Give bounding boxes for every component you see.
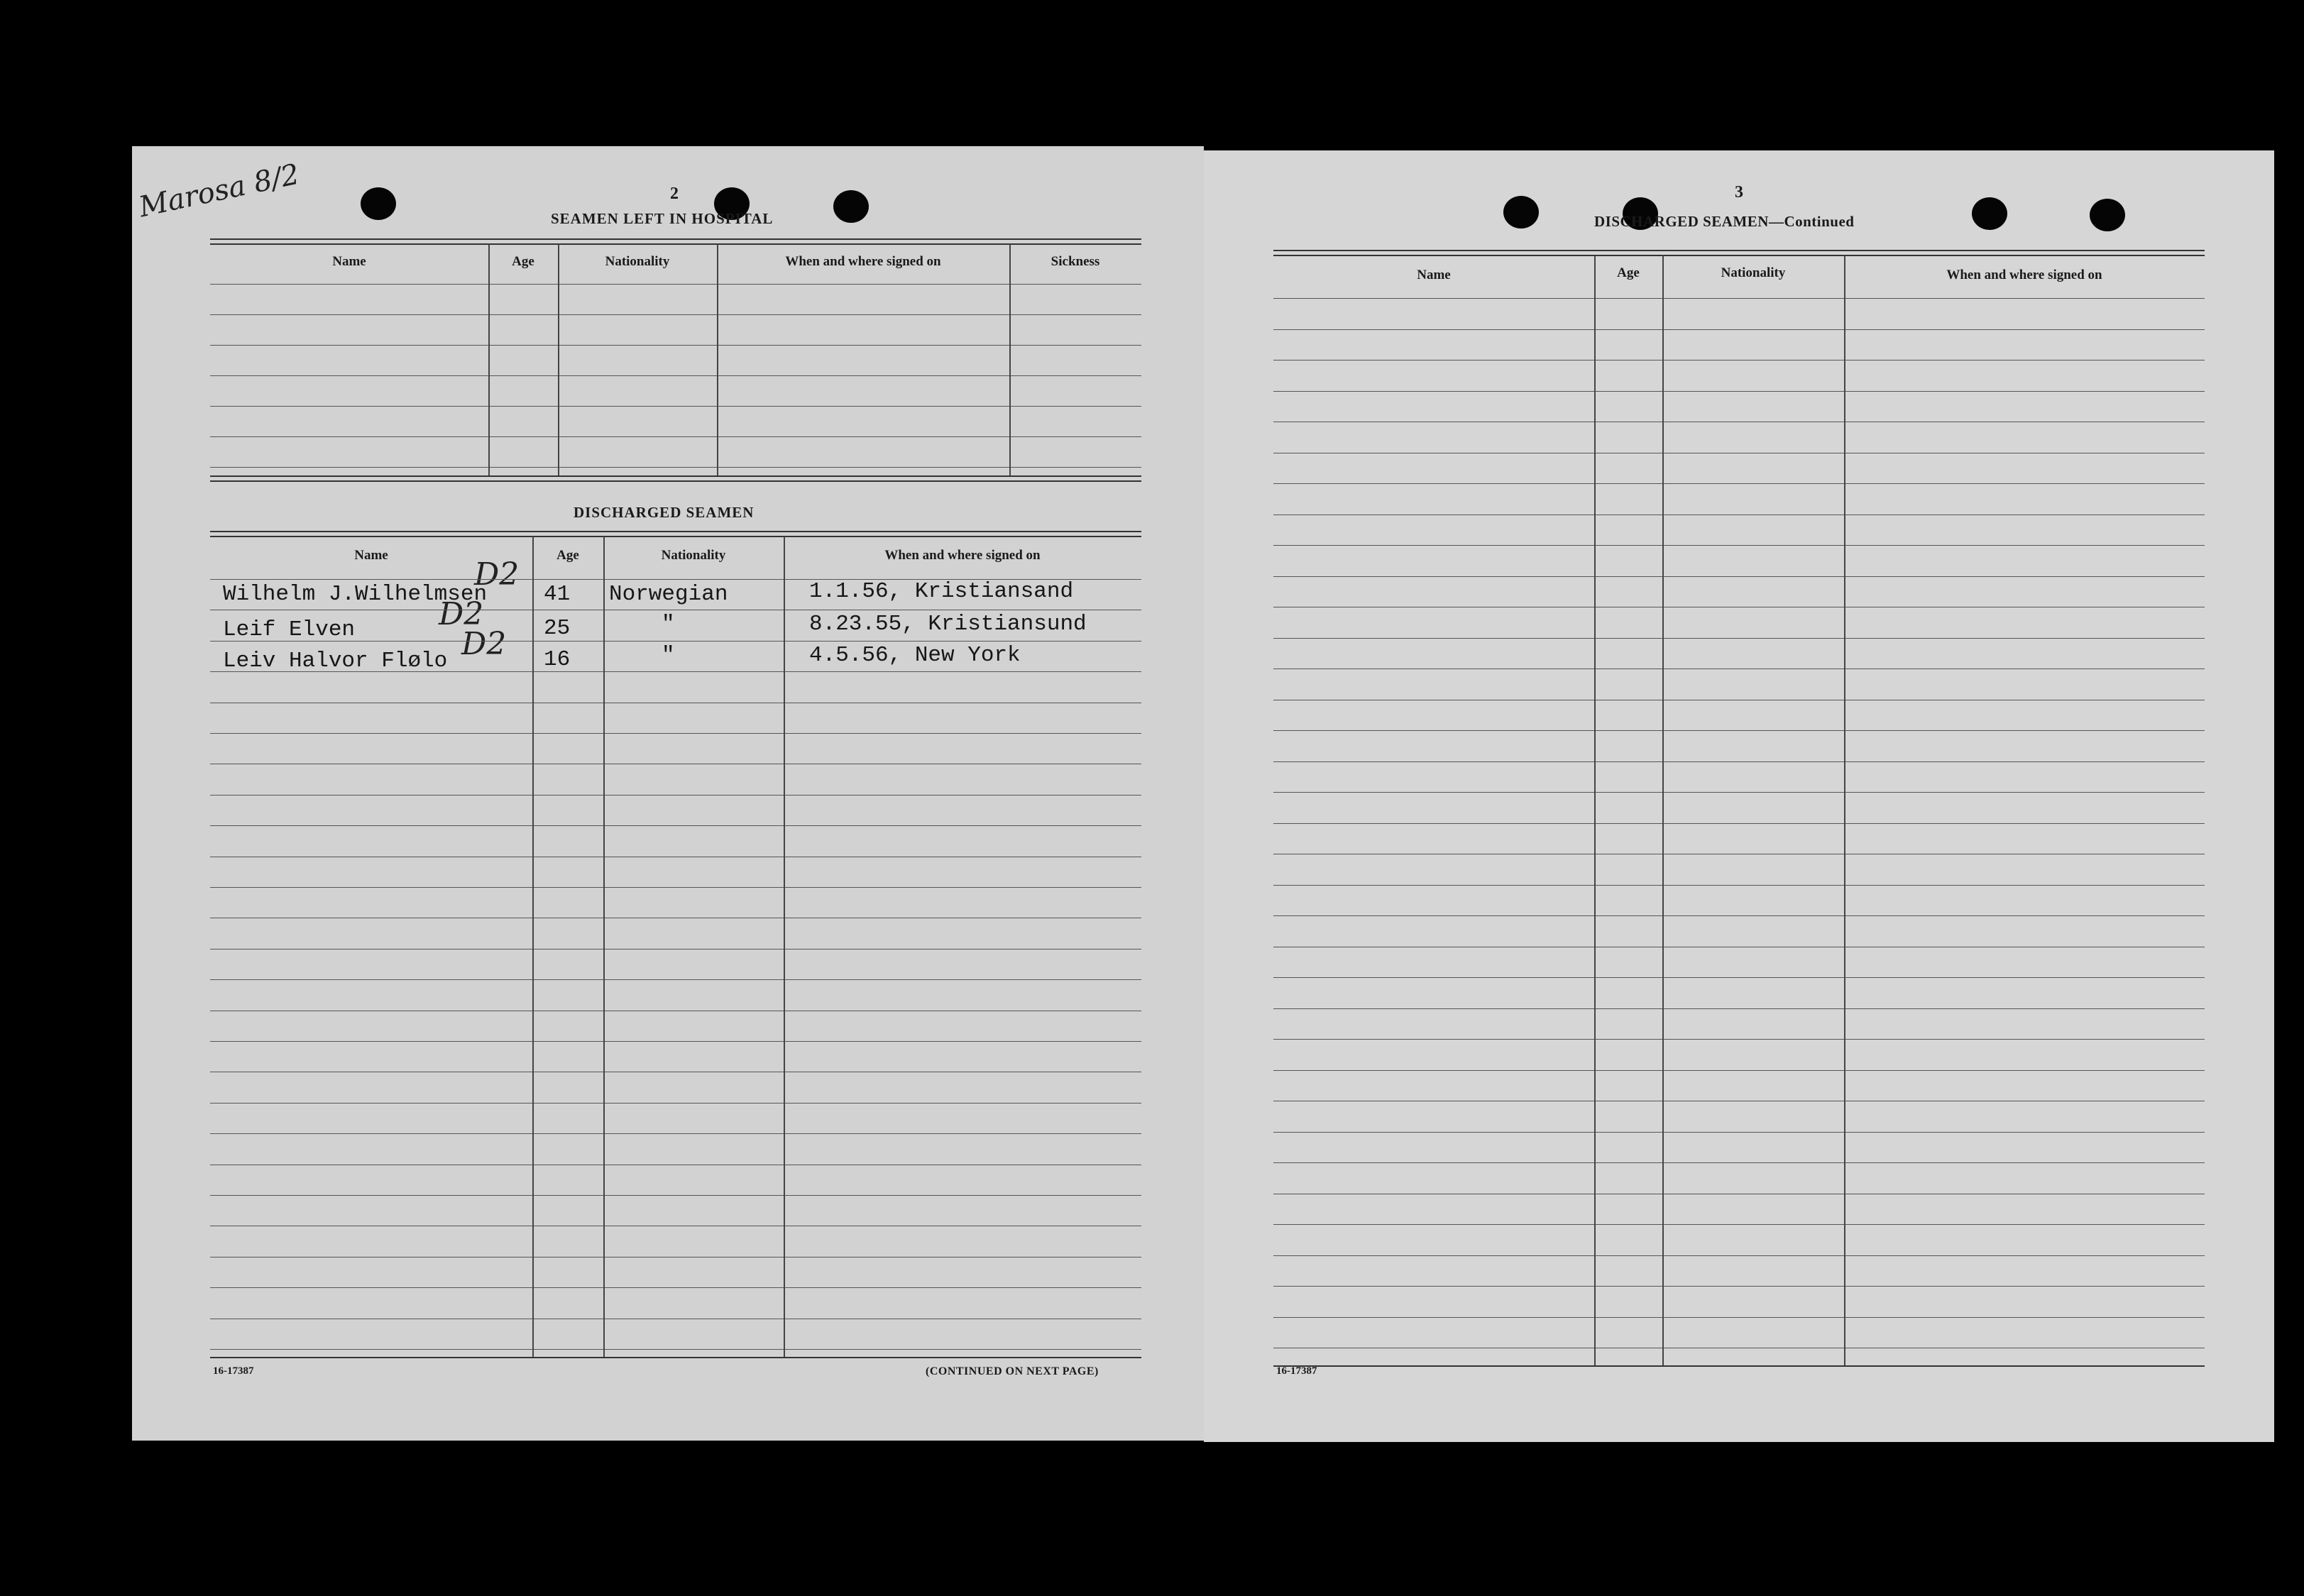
form-number: 16-17387: [1276, 1365, 1317, 1377]
entry-name: Wilhelm J.Wilhelmsen: [223, 582, 488, 607]
table-rule: [210, 671, 1141, 672]
punch-hole: [2090, 199, 2125, 231]
table-rule: [1273, 514, 2205, 515]
table-rule: [210, 733, 1141, 734]
table-rule: [1273, 823, 2205, 824]
table-rule: [210, 406, 1141, 407]
continued-note: (CONTINUED ON NEXT PAGE): [926, 1365, 1099, 1377]
table-rule: [210, 1041, 1141, 1042]
column-divider: [532, 536, 534, 1357]
entry-name: Leif Elven: [223, 617, 356, 642]
table-rule: [1273, 545, 2205, 546]
entry-age: 41: [544, 582, 571, 607]
table-rule: [1273, 1008, 2205, 1009]
table-rule: [1273, 391, 2205, 392]
table-rule: [210, 1133, 1141, 1134]
table-rule: [210, 314, 1141, 315]
column-divider: [558, 244, 559, 475]
table-bottom-rule: [1273, 1365, 2205, 1367]
table-rule: [1273, 730, 2205, 731]
column-divider: [603, 536, 605, 1357]
entry-age: 25: [544, 616, 571, 641]
punch-hole: [1972, 197, 2007, 230]
entry-nationality: ": [662, 612, 675, 637]
table-top-rule: [210, 536, 1141, 537]
page-number: 2: [670, 185, 679, 203]
entry-mark: D2: [474, 556, 520, 593]
table-rule: [1273, 761, 2205, 762]
table-top-rule: [210, 238, 1141, 240]
table-rule: [210, 825, 1141, 826]
column-divider: [784, 536, 785, 1357]
column-header-name: Name: [1417, 268, 1451, 282]
table-rule: [1273, 977, 2205, 978]
punch-hole: [833, 190, 869, 223]
table-rule: [1273, 1132, 2205, 1133]
table-rule: [1273, 1070, 2205, 1071]
table-rule: [1273, 483, 2205, 484]
column-header-nationality: Nationality: [661, 548, 726, 563]
table-rule: [210, 284, 1141, 285]
table-rule: [210, 979, 1141, 980]
table-rule: [210, 1195, 1141, 1196]
table-rule: [210, 375, 1141, 376]
entry-signed-on: 8.23.55, Kristiansund: [809, 612, 1087, 637]
table-top-rule: [210, 243, 1141, 245]
column-divider: [717, 244, 718, 475]
table-rule: [210, 467, 1141, 468]
form-number: 16-17387: [213, 1365, 254, 1377]
table-top-rule: [210, 531, 1141, 532]
table-top-rule: [1273, 250, 2205, 251]
column-header-signed-on: When and where signed on: [785, 254, 941, 269]
entry-nationality: ": [662, 643, 675, 668]
discharged-section-title: DISCHARGED SEAMEN: [574, 504, 755, 521]
right-page: [1204, 150, 2274, 1442]
table-rule: [210, 887, 1141, 888]
table-rule: [210, 579, 1141, 580]
table-rule: [1273, 915, 2205, 916]
table-bottom-rule: [210, 480, 1141, 482]
punch-hole: [1503, 196, 1539, 229]
table-bottom-rule: [210, 1357, 1141, 1358]
handwritten-margin-note: Marosa 8/2: [136, 158, 302, 224]
table-rule: [1273, 792, 2205, 793]
column-header-name: Name: [332, 254, 366, 269]
column-divider: [1844, 255, 1845, 1365]
table-rule: [1273, 1224, 2205, 1225]
table-rule: [1273, 1162, 2205, 1163]
column-header-sickness: Sickness: [1050, 254, 1100, 269]
column-header-signed-on: When and where signed on: [884, 548, 1041, 563]
entry-mark: D2: [461, 626, 507, 662]
table-rule: [1273, 1039, 2205, 1040]
table-rule: [210, 641, 1141, 642]
table-rule: [210, 949, 1141, 950]
table-rule: [210, 1287, 1141, 1288]
table-rule: [210, 1349, 1141, 1350]
table-rule: [1273, 1317, 2205, 1318]
punch-hole: [361, 187, 396, 220]
entry-signed-on: 1.1.56, Kristiansand: [809, 579, 1074, 604]
left-page: [132, 146, 1204, 1441]
column-divider: [1594, 255, 1596, 1365]
column-header-name: Name: [354, 548, 388, 563]
hospital-section-title: SEAMEN LEFT IN HOSPITAL: [551, 210, 774, 227]
page-number: 3: [1735, 183, 1743, 202]
entry-nationality: Norwegian: [609, 582, 728, 607]
column-header-age: Age: [1617, 265, 1640, 280]
table-top-rule: [1273, 255, 2205, 256]
table-rule: [1273, 668, 2205, 669]
column-header-signed-on: When and where signed on: [1946, 268, 2102, 282]
column-divider: [1662, 255, 1664, 1365]
column-divider: [1009, 244, 1011, 475]
entry-signed-on: 4.5.56, New York: [809, 643, 1021, 668]
column-header-age: Age: [512, 254, 534, 269]
table-rule: [1273, 576, 2205, 577]
entry-mark: D2: [439, 596, 484, 632]
table-rule: [1273, 1255, 2205, 1256]
table-rule: [1273, 885, 2205, 886]
table-rule: [210, 795, 1141, 796]
column-header-nationality: Nationality: [1721, 265, 1786, 280]
table-rule: [1273, 1286, 2205, 1287]
table-rule: [210, 345, 1141, 346]
column-header-age: Age: [556, 548, 579, 563]
section-title: DISCHARGED SEAMEN—Continued: [1594, 213, 1855, 230]
table-rule: [1273, 329, 2205, 330]
table-bottom-rule: [210, 475, 1141, 477]
table-rule: [1273, 298, 2205, 299]
table-rule: [210, 1103, 1141, 1104]
column-divider: [488, 244, 490, 475]
table-rule: [210, 436, 1141, 437]
entry-name: Leiv Halvor Flølo: [223, 649, 448, 673]
column-header-nationality: Nationality: [605, 254, 670, 269]
table-rule: [1273, 638, 2205, 639]
entry-age: 16: [544, 647, 571, 672]
table-rule: [1273, 360, 2205, 361]
